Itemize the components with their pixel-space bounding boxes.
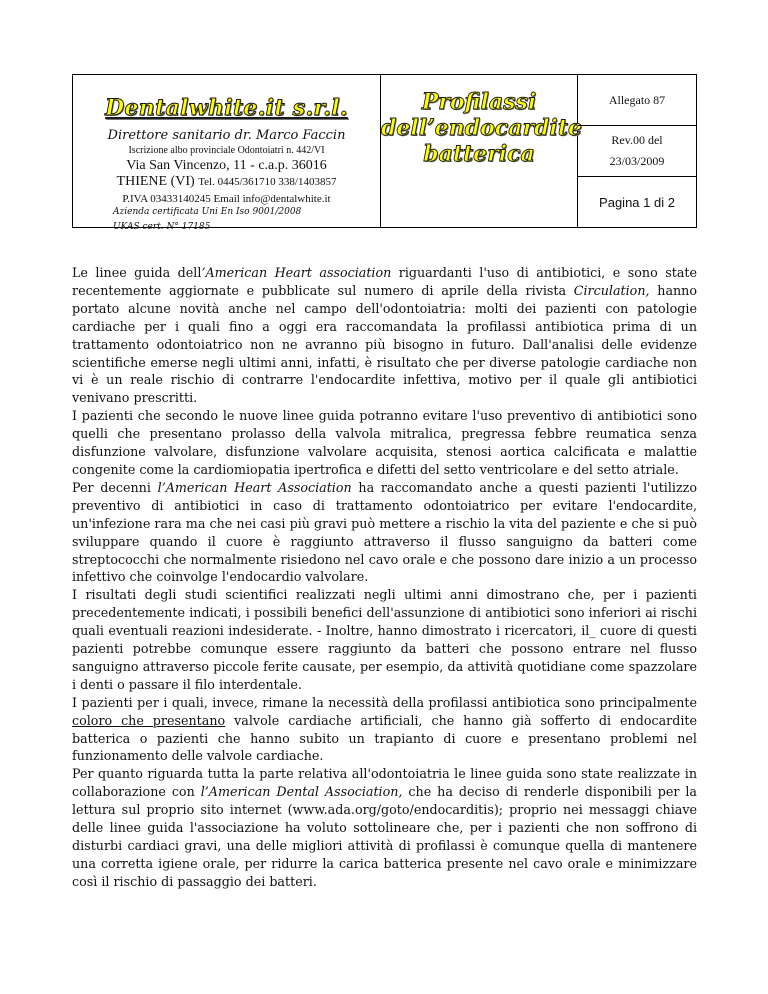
vat-email-line: P.IVA 03433140245 Email info@dentalwhite.it [122,193,331,205]
p5-text-a: I pazienti per i quali, invece, rimane la necessità della profilassi antibiotica sono principalmente [72,694,697,710]
albo-registration: Iscrizione albo provinciale Odontoiatri n. 442/VI [128,145,325,156]
p1-journal-name: Circulation, [573,282,650,298]
paragraph-6 [72,765,697,890]
document-meta-cell [578,75,696,227]
revision-row [578,126,696,177]
page-row [578,177,696,227]
company-info-cell [73,75,381,232]
document-header-table [72,74,697,232]
company-name: Dentalwhite.it s.r.l. [105,95,348,121]
document-body [72,264,697,891]
paragraph-5 [72,694,697,766]
p6-text-b: che ha deciso di renderle disponibili per la lettura sul proprio sito internet (www.ada.org/goto/endocarditis); proprio nei messaggi chiave delle linee guida l'associazione ha voluto sottolineare che, per i pazienti che non soffrono di disturbi cardiaci gravi, una delle migliori attività di profilassi è comunque quella di mantenere una corretta igiene orale, per ridurre la carica batterica presente nel cavo orale e minimizzare così il rischio di passaggio dei batteri. [72,784,697,889]
revision-label: Rev.00 del [611,133,663,147]
certification-lines [73,205,380,235]
p5-underlined: coloro che presentano [72,712,226,728]
p1-text-c: hanno portato alcune novità anche nel campo dell'odontoiatria: molti dei pazienti con patologie cardiache per i quali fino a oggi era raccomandata la profilassi antibiotica prima di un trattamento odontoiatrico non ne avranno più bisogno in futuro. Dall'analisi delle evidenze scientifiche emerse negli ultimi anni, infatti, è risultato che per diverse patologie cardiache non vi è un reale rischio di contrarre l'endocardite infettiva, motivo per il quale gli antibiotici venivano prescritti. [72,282,697,406]
city: THIENE (VI) [116,174,195,189]
title-line-2: dell’endocardite [381,115,582,141]
address-line: Via San Vincenzo, 11 - c.a.p. 36016 [126,158,327,173]
title-line-3: batterica [423,141,535,167]
paragraph-3 [72,479,697,586]
paragraph-4: I risultati degli studi scientifici realizzati negli ultimi anni dimostrano che, per i pazienti precedentemente indicati, i possibili benefici dell'assunzione di antibiotici sono inferiori ai rischi quali eventuali reazioni indesiderate. - Inoltre, hanno dimostrato i ricercatori, il_ cuore di questi pazienti potrebbe comunque essere raggiunto da batteri che possono entrare nel flusso sanguigno attraverso piccole ferite causate, per esempio, da attività quotidiane come spazzolare i denti o passare il filo interdentale. [72,587,697,692]
certification-iso: Azienda certificata Uni En Iso 9001/2008 [113,207,302,217]
allegato-label: Allegato 87 [608,92,666,107]
title-line-1: Profilassi [421,89,537,115]
document-title-cell [381,75,582,227]
p3-text-b: ha raccomandato anche a questi pazienti l'utilizzo preventivo di antibiotici in caso di trattamento odontoiatrico per evitare l'endocardite, un'infezione rara ma che nei casi più gravi può mettere a rischio la vita del paziente e che si può sviluppare quando il cuore è raggiunto attraverso il flusso sanguigno da batteri come streptococchi che normalmente risiedono nel cavo orale e che possono dare inizio a un processo infettivo che coinvolge l'endocardio valvolare. [72,479,697,585]
city-phone-line [73,174,380,190]
allegato-row [578,75,696,126]
paragraph-1 [72,264,697,407]
p3-text-a: Per decenni [72,479,158,495]
p6-emphasis: l’American Dental Association, [200,784,403,800]
p1-text-b: riguardanti l'uso di antibiotici, e sono state recentemente aggiornate e pubblicate sul numero di aprile della rivista [72,265,697,298]
p1-emphasis: ’American Heart association [201,265,392,280]
phone-numbers: Tel. 0445/361710 338/1403857 [198,176,337,188]
revision-date: 23/03/2009 [609,154,665,168]
p6-text-a: Per quanto riguarda tutta la parte relativa all'odontoiatria le linee guida sono state realizzate in collaborazione con [72,766,697,800]
page-number: Pagina 1 di 2 [599,194,675,210]
p5-text-b: valvole cardiache artificiali, che hanno già sofferto di endocardite batterica o pazienti che hanno subito un trapianto di cuore e presentano problemi nel funzionamento delle valvole cardiache. [72,712,697,764]
p3-emphasis: l’American Heart Association [157,479,352,495]
p1-text-a: Le linee guida dell [72,265,202,280]
director-line: Direttore sanitario dr. Marco Faccin [107,128,346,143]
certification-ukas: UKAS cert. N° 17185 [113,222,211,232]
paragraph-2: I pazienti che secondo le nuove linee guida potranno evitare l'uso preventivo di antibiotici sono quelli che presentano prolasso della valvola mitralica, pregressa febbre reumatica senza disfunzione valvolare, disfunzione valvolare acquisita, stenosi aortica calcificata e malattie congenite come la cardiomiopatia ipertrofica e difetti del setto ventricolare e del setto atriale. [72,408,697,477]
